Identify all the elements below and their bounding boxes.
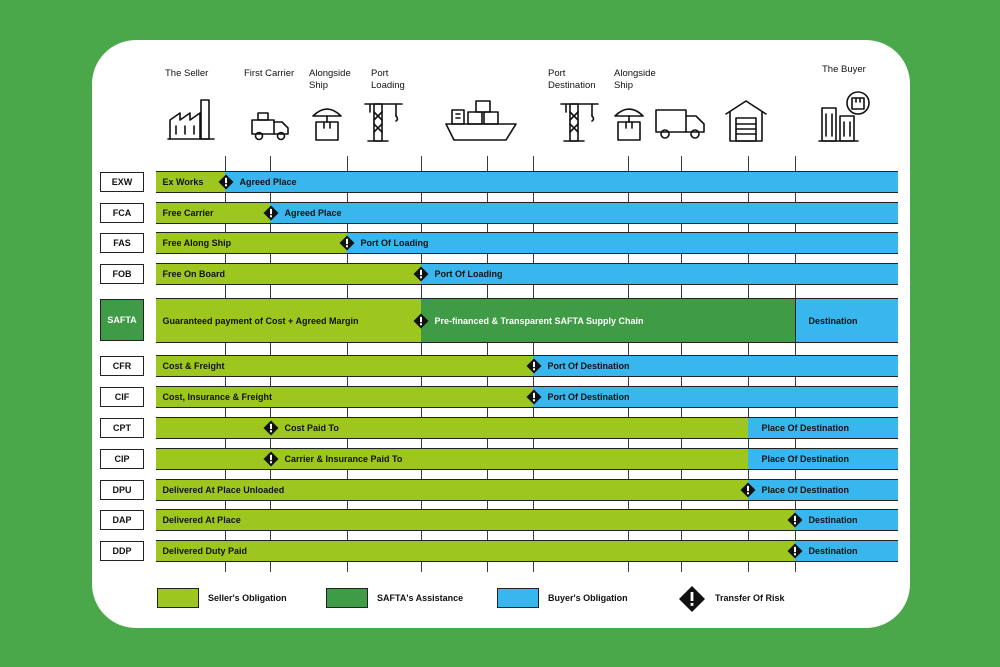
- seller-segment: [156, 449, 748, 469]
- factory-icon: [167, 96, 215, 147]
- risk-diamond-icon: [339, 235, 355, 251]
- term-code: DPU: [100, 480, 144, 500]
- term-code: SAFTA: [100, 299, 144, 341]
- stage-label: Port Loading: [371, 68, 405, 91]
- term-code: CFR: [100, 356, 144, 376]
- legend-seller-label: Seller's Obligation: [208, 593, 287, 603]
- stage-label: First Carrier: [244, 68, 295, 79]
- seller-label: Delivered At Place Unloaded: [162, 485, 285, 495]
- seller-label: Free Along Ship: [162, 238, 232, 248]
- risk-diamond-icon: [263, 205, 279, 221]
- buyer-label: Agreed Place: [239, 177, 297, 187]
- stage-label: Port Destination: [548, 68, 596, 91]
- stage-label: Alongside Ship: [309, 68, 351, 91]
- cargo-ship-icon: [444, 98, 522, 149]
- buildings-icon: [818, 90, 870, 147]
- buyer-label: Destination: [808, 315, 858, 326]
- legend-risk-label: Transfer Of Risk: [715, 593, 785, 603]
- crane-icon: [558, 98, 600, 147]
- seller-label: Free Carrier: [162, 208, 214, 218]
- stage-label: Alongside Ship: [614, 68, 656, 91]
- risk-diamond-icon: [413, 266, 429, 282]
- umbrella-box-icon: [310, 102, 344, 147]
- buyer-label: Port Of Destination: [547, 361, 630, 371]
- buyer-label: Place Of Destination: [761, 485, 850, 495]
- seller-label: Cost, Insurance & Freight: [162, 392, 273, 402]
- seller-label: Free On Board: [162, 269, 226, 279]
- seller-label: Ex Works: [162, 177, 204, 187]
- risk-diamond-icon: [526, 358, 542, 374]
- crane-icon: [362, 98, 404, 147]
- risk-diamond-icon: [787, 543, 803, 559]
- term-code: FAS: [100, 233, 144, 253]
- seller-label: Carrier & Insurance Paid To: [284, 454, 403, 464]
- obligation-bar: [156, 479, 898, 501]
- risk-diamond-icon: [263, 420, 279, 436]
- truck-icon: [250, 108, 290, 147]
- warehouse-icon: [724, 98, 768, 147]
- term-code: FCA: [100, 203, 144, 223]
- risk-diamond-icon: [740, 482, 756, 498]
- risk-diamond-icon: [218, 174, 234, 190]
- seller-label: Guaranteed payment of Cost + Agreed Margin: [162, 315, 359, 326]
- seller-segment: [156, 541, 795, 561]
- stage-label: The Buyer: [822, 64, 866, 75]
- buyer-label: Port Of Destination: [547, 392, 630, 402]
- buyer-segment: [347, 233, 898, 253]
- term-code: EXW: [100, 172, 144, 192]
- buyer-label: Port Of Loading: [434, 269, 503, 279]
- legend-safta-swatch: [326, 588, 368, 608]
- safta-label: Pre-financed & Transparent SAFTA Supply Chain: [434, 315, 644, 326]
- seller-label: Delivered Duty Paid: [162, 546, 248, 556]
- umbrella-box-icon: [612, 102, 646, 147]
- seller-label: Delivered At Place: [162, 515, 241, 525]
- term-code: DDP: [100, 541, 144, 561]
- risk-diamond-icon: [413, 313, 429, 329]
- obligation-bar: [156, 171, 898, 193]
- seller-label: Cost & Freight: [162, 361, 225, 371]
- term-code: CPT: [100, 418, 144, 438]
- stage-label: The Seller: [165, 68, 209, 79]
- seller-label: Cost Paid To: [284, 423, 339, 433]
- obligation-bar: [156, 232, 898, 254]
- buyer-segment: [270, 203, 898, 223]
- term-code: FOB: [100, 264, 144, 284]
- buyer-label: Agreed Place: [284, 208, 342, 218]
- legend-buyer-swatch: [497, 588, 539, 608]
- seller-segment: [156, 418, 748, 438]
- delivery-truck-icon: [654, 106, 706, 147]
- buyer-label: Destination: [808, 546, 858, 556]
- buyer-segment: [225, 172, 898, 192]
- legend-seller-swatch: [157, 588, 199, 608]
- seller-segment: [156, 510, 795, 530]
- legend-buyer-label: Buyer's Obligation: [548, 593, 628, 603]
- risk-diamond-icon: [263, 451, 279, 467]
- buyer-label: Destination: [808, 515, 858, 525]
- risk-diamond-icon: [787, 512, 803, 528]
- term-code: CIP: [100, 449, 144, 469]
- buyer-label: Port Of Loading: [360, 238, 429, 248]
- legend-safta-label: SAFTA's Assistance: [377, 593, 464, 603]
- obligation-bar: [156, 298, 898, 343]
- term-code: CIF: [100, 387, 144, 407]
- risk-diamond-icon: [526, 389, 542, 405]
- term-code: DAP: [100, 510, 144, 530]
- buyer-label: Place Of Destination: [761, 423, 850, 433]
- buyer-label: Place Of Destination: [761, 454, 850, 464]
- risk-diamond-icon: [678, 585, 706, 613]
- obligation-bar: [156, 263, 898, 285]
